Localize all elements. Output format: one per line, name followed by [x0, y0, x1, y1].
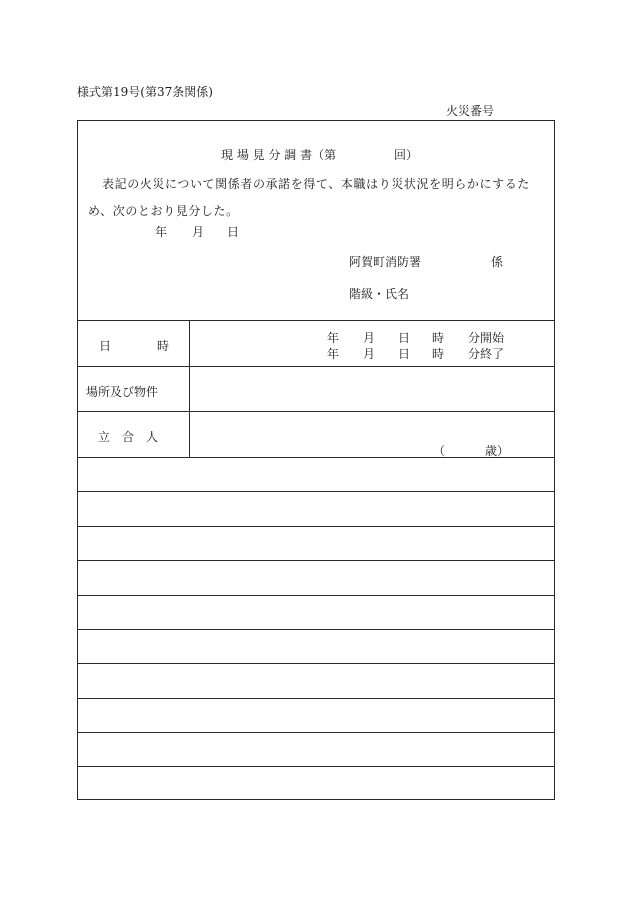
place-label: 場所及び物件	[86, 385, 159, 399]
rank-name-label: 階級・氏名	[349, 287, 410, 301]
inspection-form-frame	[77, 120, 555, 800]
start-hour: 時	[432, 331, 445, 345]
form-title-close: 回）	[394, 148, 419, 162]
fire-station-name: 阿賀町消防署	[349, 255, 422, 269]
start-minute-begin: 分開始	[468, 331, 505, 345]
datetime-label-hour: 時	[157, 339, 170, 353]
blank-line[interactable]	[78, 596, 554, 630]
blank-line[interactable]	[78, 492, 554, 526]
fire-number-label: 火災番号	[446, 104, 495, 118]
date-year-label: 年	[155, 225, 168, 239]
blank-line[interactable]	[78, 458, 554, 492]
blank-line[interactable]	[78, 699, 554, 733]
statement-text	[88, 171, 553, 225]
place-field[interactable]	[190, 367, 555, 411]
finish-month: 月	[363, 347, 376, 361]
finish-minute-end: 分終了	[468, 347, 505, 361]
statement-body: 表記の火災について関係者の承諾を得て、本職はり災状況を明らかにするため、次のとおり見分した。	[88, 177, 530, 218]
blank-line[interactable]	[78, 527, 554, 561]
age-open: （	[433, 444, 446, 458]
table-top-rule	[78, 320, 554, 321]
finish-year: 年	[327, 347, 340, 361]
blank-line[interactable]	[78, 630, 554, 664]
blank-line[interactable]	[78, 561, 554, 595]
start-year: 年	[327, 331, 340, 345]
finish-hour: 時	[432, 347, 445, 361]
start-month: 月	[363, 331, 376, 345]
form-number: 様式第19号(第37条関係)	[77, 85, 213, 99]
witness-label: 立 合 人	[98, 430, 159, 444]
date-day-label: 日	[227, 225, 240, 239]
datetime-label-day: 日	[99, 339, 112, 353]
form-title: 現 場 見 分 調 書（第	[221, 148, 337, 162]
section-label: 係	[491, 255, 504, 269]
age-close: 歳）	[485, 444, 510, 458]
blank-line[interactable]	[78, 767, 554, 801]
blank-line[interactable]	[78, 733, 554, 767]
finish-day: 日	[398, 347, 411, 361]
blank-line[interactable]	[78, 664, 554, 698]
start-day: 日	[398, 331, 411, 345]
date-month-label: 月	[192, 225, 205, 239]
